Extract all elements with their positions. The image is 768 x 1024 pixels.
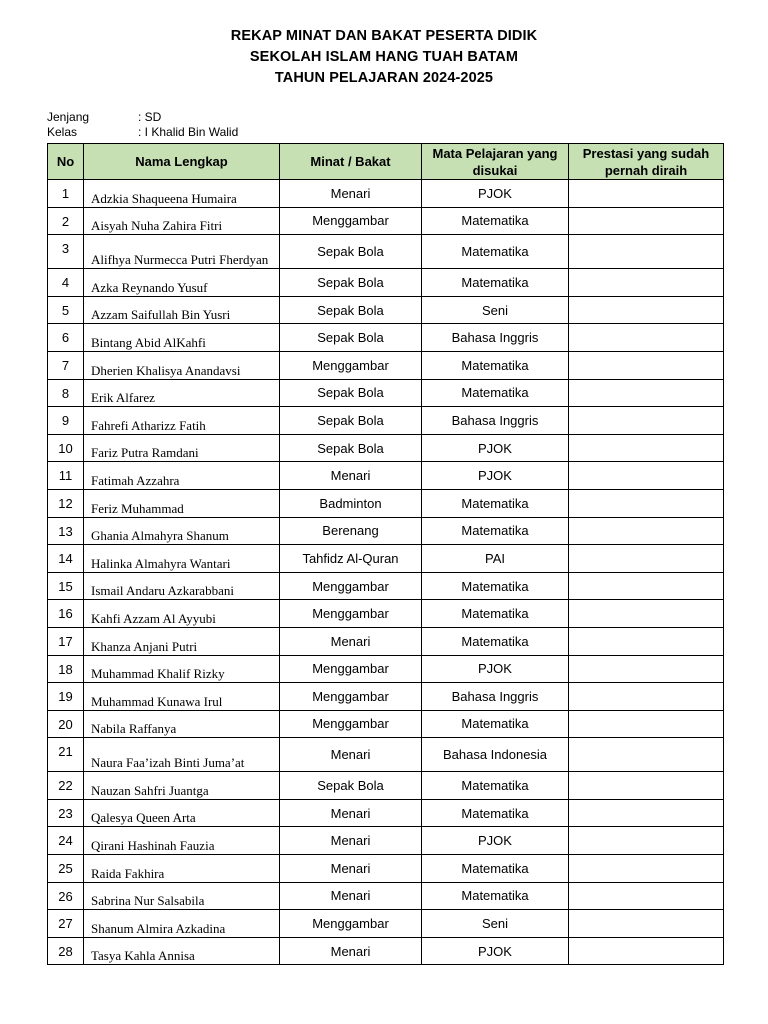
cell-mapel: Matematika [422,235,569,269]
cell-no: 24 [48,827,84,855]
cell-prestasi [569,937,724,965]
cell-no: 27 [48,910,84,938]
cell-mapel: Matematika [422,379,569,407]
cell-mapel: Bahasa Inggris [422,407,569,435]
cell-mapel: Seni [422,910,569,938]
cell-prestasi [569,882,724,910]
table-row [48,600,724,628]
cell-nama: Tasya Kahla Annisa [84,937,280,965]
cell-minat: Berenang [280,517,422,545]
cell-prestasi [569,489,724,517]
cell-prestasi [569,434,724,462]
cell-nama: Ghania Almahyra Shanum [84,517,280,545]
cell-prestasi [569,351,724,379]
cell-mapel: Matematika [422,627,569,655]
title-line-2: SEKOLAH ISLAM HANG TUAH BATAM [249,49,519,65]
cell-no: 3 [48,235,84,269]
table-row [48,379,724,407]
cell-prestasi [569,462,724,490]
cell-prestasi [569,627,724,655]
column-header-prestasi: Prestasi yang sudah pernah diraih [569,144,724,180]
cell-minat: Menggambar [280,683,422,711]
cell-prestasi [569,855,724,883]
cell-minat: Sepak Bola [280,379,422,407]
cell-minat: Menari [280,799,422,827]
cell-mapel: Matematika [422,269,569,297]
cell-nama: Fatimah Azzahra [84,462,280,490]
cell-prestasi [569,379,724,407]
cell-no: 14 [48,545,84,573]
cell-prestasi [569,772,724,800]
cell-minat: Badminton [280,489,422,517]
table-row [48,351,724,379]
cell-minat: Sepak Bola [280,269,422,297]
cell-mapel: Matematika [422,799,569,827]
kelas-row [47,125,238,140]
table-row [48,572,724,600]
cell-no: 23 [48,799,84,827]
cell-no: 9 [48,407,84,435]
cell-no: 7 [48,351,84,379]
table-row [48,517,724,545]
cell-mapel: PJOK [422,180,569,208]
cell-minat: Menari [280,462,422,490]
cell-prestasi [569,683,724,711]
cell-no: 16 [48,600,84,628]
cell-prestasi [569,235,724,269]
cell-mapel: Seni [422,296,569,324]
cell-mapel: Matematika [422,351,569,379]
cell-nama: Adzkia Shaqueena Humaira [84,180,280,208]
table-row [48,434,724,462]
cell-prestasi [569,738,724,772]
cell-nama: Qirani Hashinah Fauzia [84,827,280,855]
cell-minat: Menggambar [280,910,422,938]
cell-prestasi [569,827,724,855]
table-body [48,180,724,965]
table-row [48,296,724,324]
cell-no: 5 [48,296,84,324]
cell-nama: Shanum Almira Azkadina [84,910,280,938]
cell-nama: Naura Faa’izah Binti Juma’at [84,738,280,772]
cell-minat: Menggambar [280,600,422,628]
table-row [48,655,724,683]
cell-minat: Menari [280,855,422,883]
column-header-no: No [48,144,84,180]
cell-minat: Menari [280,180,422,208]
cell-minat: Menari [280,937,422,965]
cell-no: 12 [48,489,84,517]
cell-nama: Fahrefi Atharizz Fatih [84,407,280,435]
cell-minat: Menggambar [280,207,422,235]
table-row [48,882,724,910]
cell-nama: Erik Alfarez [84,379,280,407]
cell-no: 11 [48,462,84,490]
cell-mapel: Matematika [422,572,569,600]
table-row [48,937,724,965]
cell-minat: Menari [280,738,422,772]
table-row [48,910,724,938]
column-header-minat: Minat / Bakat [280,144,422,180]
cell-nama: Khanza Anjani Putri [84,627,280,655]
cell-no: 17 [48,627,84,655]
cell-no: 10 [48,434,84,462]
cell-prestasi [569,407,724,435]
table-row [48,738,724,772]
cell-no: 6 [48,324,84,352]
table-row [48,772,724,800]
cell-minat: Tahfidz Al-Quran [280,545,422,573]
cell-no: 19 [48,683,84,711]
cell-minat: Sepak Bola [280,407,422,435]
cell-nama: Muhammad Kunawa Irul [84,683,280,711]
cell-mapel: PJOK [422,937,569,965]
cell-mapel: Matematika [422,710,569,738]
cell-minat: Menggambar [280,351,422,379]
student-interest-table [47,143,724,965]
cell-prestasi [569,324,724,352]
cell-minat: Sepak Bola [280,772,422,800]
table-row [48,180,724,208]
cell-no: 20 [48,710,84,738]
cell-mapel: PJOK [422,462,569,490]
cell-mapel: Matematika [422,489,569,517]
cell-prestasi [569,517,724,545]
cell-minat: Menggambar [280,655,422,683]
cell-nama: Kahfi Azzam Al Ayyubi [84,600,280,628]
cell-no: 26 [48,882,84,910]
cell-mapel: Bahasa Inggris [422,324,569,352]
table-row [48,683,724,711]
table-row [48,324,724,352]
cell-nama: Feriz Muhammad [84,489,280,517]
cell-nama: Alifhya Nurmecca Putri Fherdyan [84,235,280,269]
cell-minat: Sepak Bola [280,324,422,352]
cell-nama: Bintang Abid AlKahfi [84,324,280,352]
cell-minat: Menari [280,882,422,910]
cell-no: 22 [48,772,84,800]
jenjang-label: Jenjang [47,110,90,124]
cell-minat: Menari [280,627,422,655]
cell-minat: Sepak Bola [280,235,422,269]
title-line-1: REKAP MINAT DAN BAKAT PESERTA DIDIK [230,28,538,44]
cell-nama: Aisyah Nuha Zahira Fitri [84,207,280,235]
cell-mapel: Matematika [422,855,569,883]
cell-prestasi [569,600,724,628]
cell-prestasi [569,655,724,683]
cell-mapel: Matematika [422,517,569,545]
cell-minat: Sepak Bola [280,434,422,462]
cell-mapel: PJOK [422,655,569,683]
cell-no: 4 [48,269,84,297]
cell-nama: Azzam Saifullah Bin Yusri [84,296,280,324]
cell-mapel: Bahasa Indonesia [422,738,569,772]
cell-mapel: Matematika [422,882,569,910]
cell-no: 1 [48,180,84,208]
cell-nama: Ismail Andaru Azkarabbani [84,572,280,600]
kelas-value: : I Khalid Bin Walid [138,125,239,139]
cell-no: 18 [48,655,84,683]
cell-prestasi [569,180,724,208]
document-title-block [0,26,768,89]
cell-no: 21 [48,738,84,772]
cell-prestasi [569,545,724,573]
jenjang-value: : SD [138,110,162,124]
cell-mapel: Matematika [422,600,569,628]
cell-no: 25 [48,855,84,883]
table-row [48,827,724,855]
cell-prestasi [569,710,724,738]
cell-mapel: PJOK [422,827,569,855]
cell-prestasi [569,296,724,324]
cell-no: 2 [48,207,84,235]
cell-nama: Halinka Almahyra Wantari [84,545,280,573]
cell-nama: Muhammad Khalif Rizky [84,655,280,683]
cell-nama: Nabila Raffanya [84,710,280,738]
cell-no: 15 [48,572,84,600]
table-row [48,627,724,655]
class-info [47,110,238,140]
cell-nama: Nauzan Sahfri Juantga [84,772,280,800]
table-row [48,710,724,738]
column-header-mapel: Mata Pelajaran yang disukai [422,144,569,180]
cell-nama: Sabrina Nur Salsabila [84,882,280,910]
table-row [48,235,724,269]
table-row [48,489,724,517]
cell-nama: Dherien Khalisya Anandavsi [84,351,280,379]
cell-minat: Menggambar [280,710,422,738]
cell-prestasi [569,572,724,600]
title-line-3: TAHUN PELAJARAN 2024-2025 [274,70,494,86]
table-row [48,269,724,297]
cell-minat: Menggambar [280,572,422,600]
cell-prestasi [569,910,724,938]
cell-mapel: Matematika [422,207,569,235]
cell-minat: Sepak Bola [280,296,422,324]
cell-no: 28 [48,937,84,965]
column-header-nama: Nama Lengkap [84,144,280,180]
cell-mapel: PJOK [422,434,569,462]
cell-minat: Menari [280,827,422,855]
cell-nama: Fariz Putra Ramdani [84,434,280,462]
cell-nama: Raida Fakhira [84,855,280,883]
cell-prestasi [569,799,724,827]
table-row [48,207,724,235]
cell-mapel: PAI [422,545,569,573]
cell-prestasi [569,269,724,297]
cell-mapel: Matematika [422,772,569,800]
cell-nama: Azka Reynando Yusuf [84,269,280,297]
table-row [48,462,724,490]
cell-nama: Qalesya Queen Arta [84,799,280,827]
table-header-row [48,144,724,180]
cell-no: 8 [48,379,84,407]
table-row [48,855,724,883]
cell-mapel: Bahasa Inggris [422,683,569,711]
table-row [48,407,724,435]
table-row [48,799,724,827]
cell-no: 13 [48,517,84,545]
table-row [48,545,724,573]
kelas-label: Kelas [47,125,78,139]
cell-prestasi [569,207,724,235]
jenjang-row [47,110,238,125]
